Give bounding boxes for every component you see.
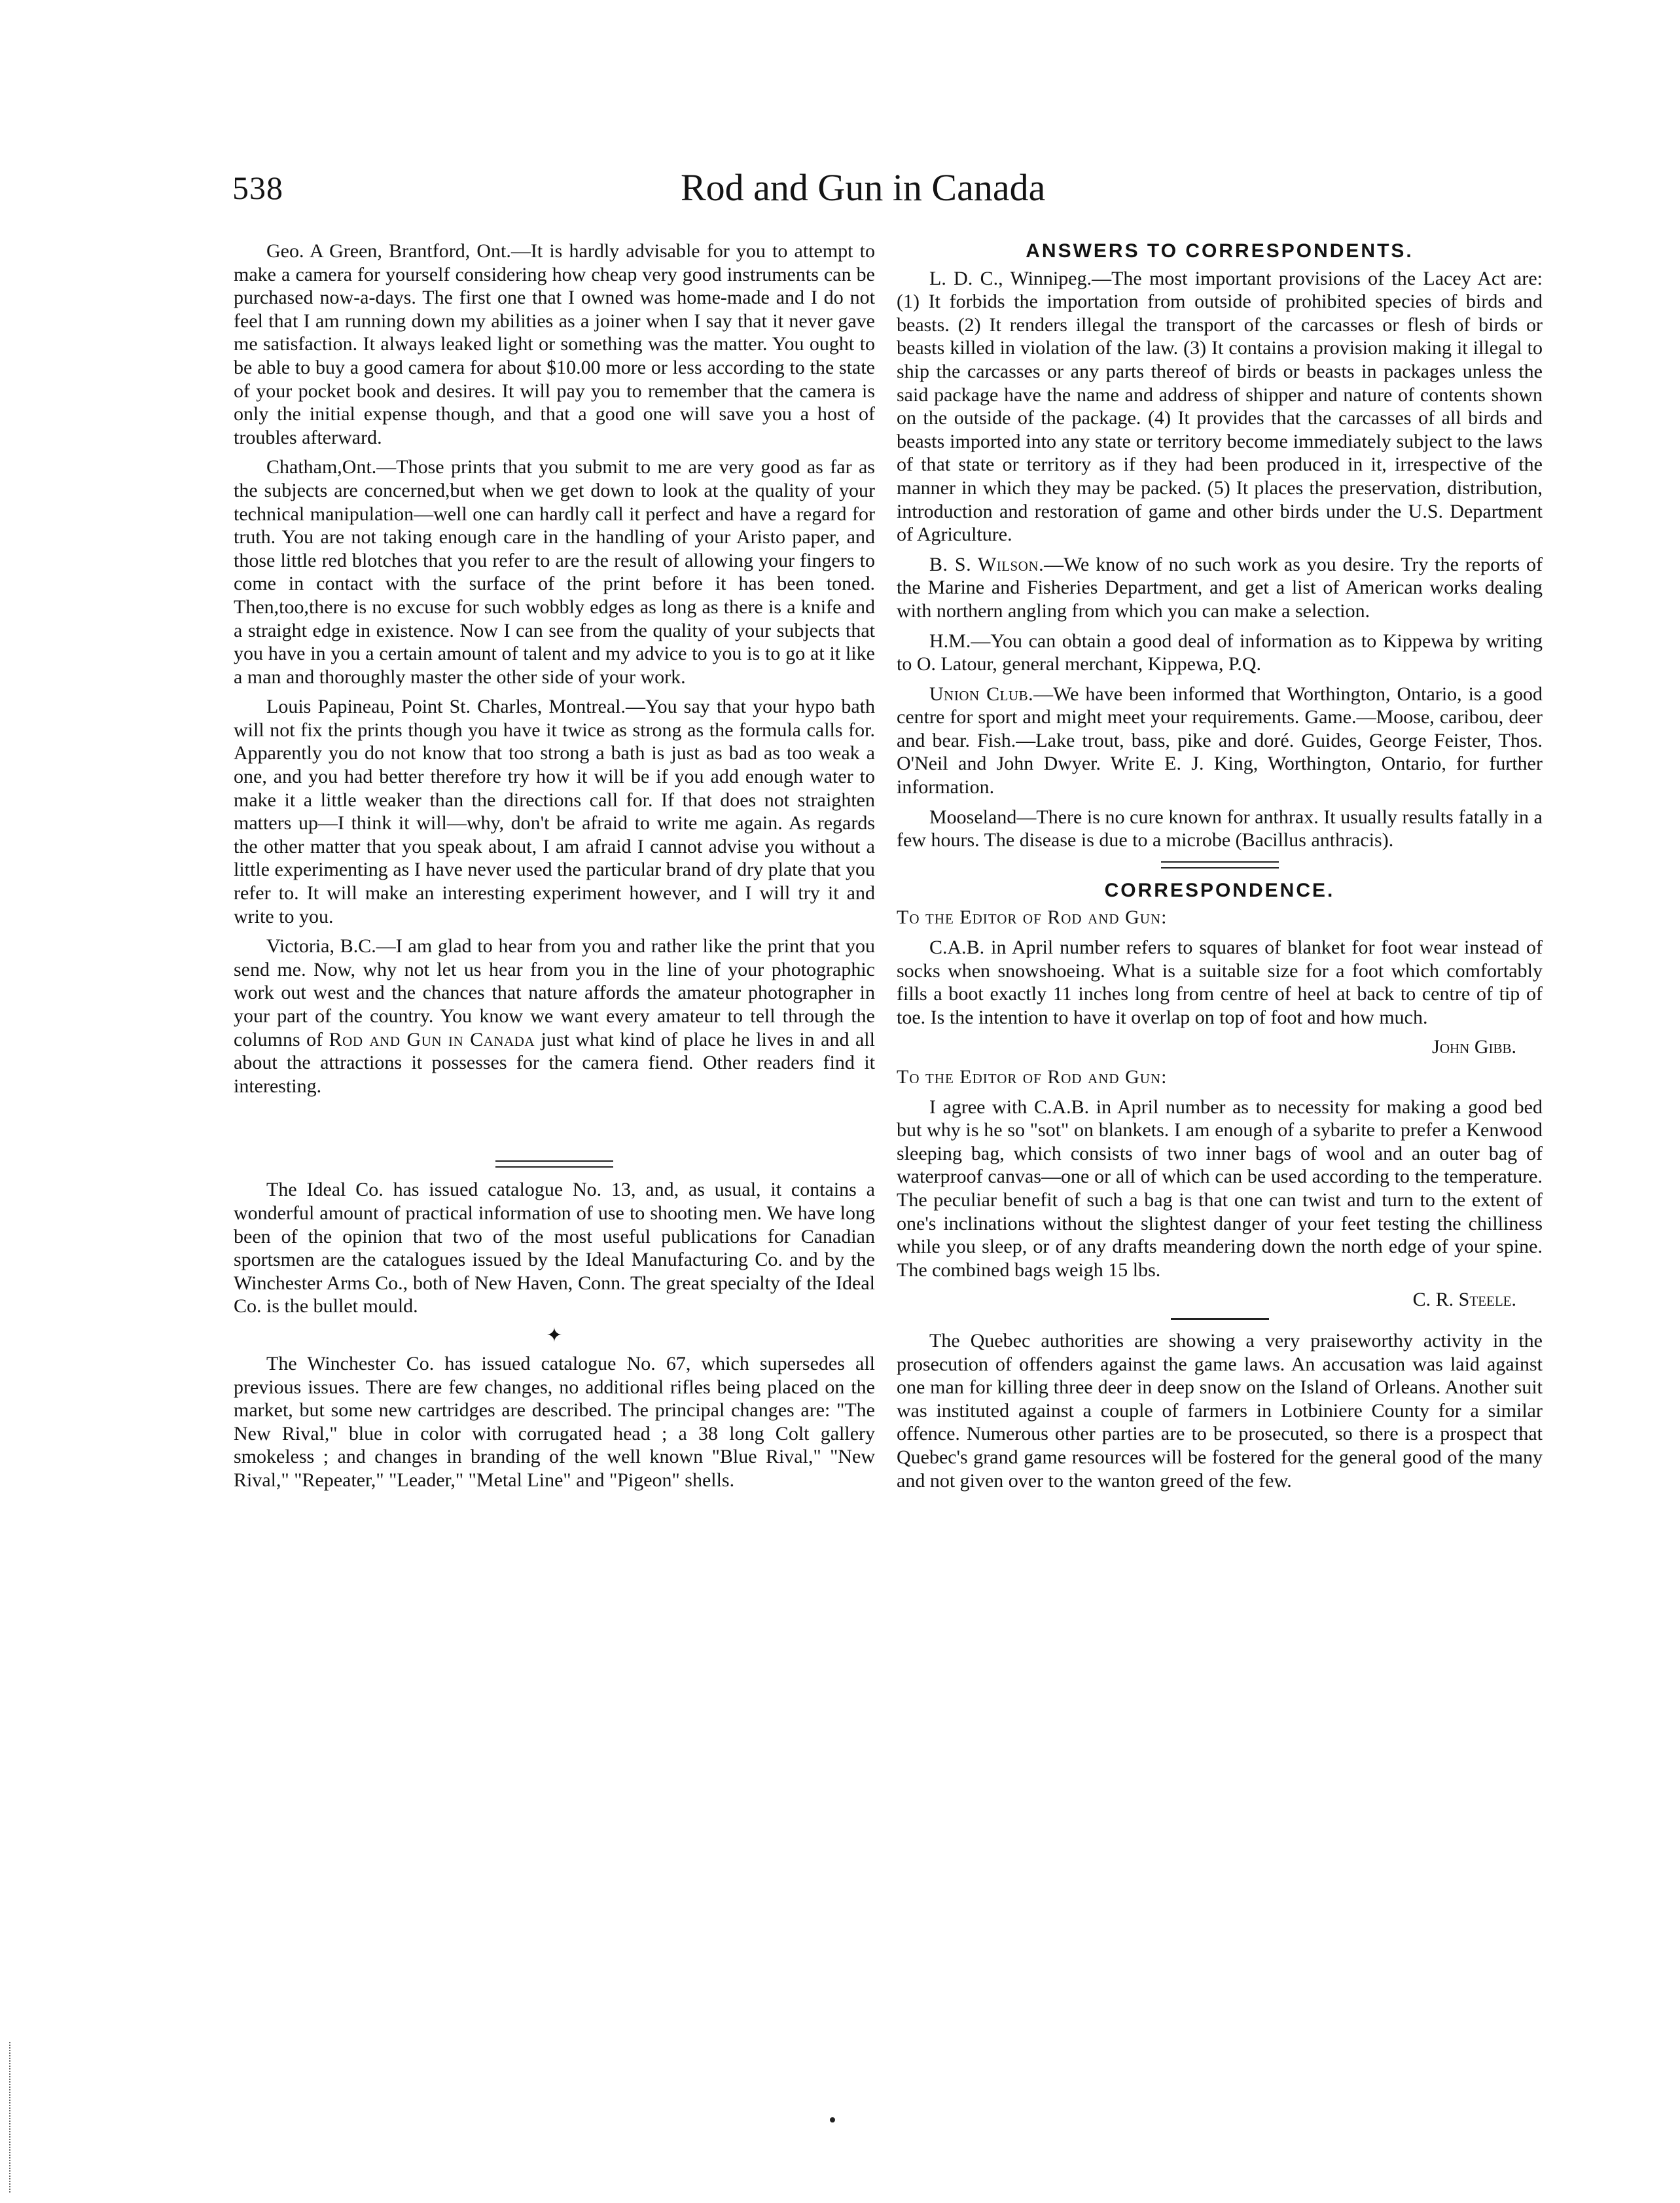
reply-louis-papineau: Louis Papineau, Point St. Charles, Montreal.—You say that your hypo bath will not fix the prints though you have it twice as strong as the formula calls for. Apparently you do not know that too strong a bath is just as bad as too weak a one, and you had better therefore try how it will be if you add enough water to make it a little weaker than the directions call for. If that does not straighten matters up—I think it will—why, don't be afraid to write me again. As regards the other matter that you speak about, I am afraid I cannot advise you without a little experimenting as I have never used the particular brand of dry plate that you refer to. It will make an interesting experiment however, and I will try it and write to you.	[234, 696, 875, 927]
letter-salutation: To the Editor of Rod and Gun:	[897, 906, 1168, 929]
left-column	[234, 240, 875, 1499]
quebec-game-laws-notice: The Quebec authorities are showing a very praiseworthy activity in the prosecution of offenders against the game laws. An accusation was laid against one man for killing three deer in deep snow on the Island of Orleans. Another suit was instituted against a couple of farmers in Lotbiniere County for a similar offence. Numerous other parties are to be prosecuted, so there is a prospect that Quebec's grand game resources will be fostered for the general good of the many and not given over to the wanton greed of the few.	[897, 1329, 1543, 1492]
letter-signature: John Gibb.	[1432, 1036, 1516, 1058]
ornament-divider: ✦	[546, 1324, 563, 1346]
margin-scan-marks	[9, 2042, 14, 2193]
letter-body: I agree with C.A.B. in April number as to necessity for making a good bed but why is he so "sot" on blankets. I am enough of a sybarite to prefer a Kenwood sleeping bag, which consists of two inner bags of wool and an outer bag of waterproof canvas—one or all of which can be used according to the temperature. The peculiar benefit of such a bag is that one can twist and turn to the extent of one's inclinations without the slightest danger of your feet testing the chilliness while you sleep, or of any drafts meandering down the north edge of your spine. The combined bags weigh 15 lbs.	[897, 1096, 1543, 1281]
answer-wilson	[897, 553, 1543, 623]
spacer	[234, 1104, 875, 1151]
reply-victoria-text-1: Victoria, B.C.—I am glad to hear from you and rather like the print that you send me. Now, why not let us hear from you in the line of your photographic work out west and the chances that nature affords the amateur photographer in your part of the country. You know we want every amateur to tell through the columns of	[234, 935, 875, 1050]
winchester-notice: The Winchester Co. has issued catalogue No. 67, which supersedes all previous issues. There are few changes, no additional rifles being placed on the market, but some new cartridges are described. The principal changes are: "The New Rival," blue in color with corrugated head ; a 38 long Colt gallery smokeless ; and changes in branding of the well known "Blue Rival," "New Rival," "Repeater," "Leader," "Metal Line" and "Pigeon" shells.	[234, 1352, 875, 1491]
page-dot	[830, 2117, 835, 2122]
right-column	[897, 240, 1543, 1499]
reply-victoria	[234, 935, 875, 1098]
page-title: Rod and Gun in Canada	[681, 166, 1046, 209]
answer-hm: H.M.—You can obtain a good deal of information as to Kippewa by writing to O. Latour, general merchant, Kippewa, P.Q.	[897, 630, 1543, 675]
reply-geo-green: Geo. A Green, Brantford, Ont.—It is hardly advisable for you to attempt to make a camera for yourself considering how cheap very good instruments can be purchased now-a-days. The first one that I owned was home-made and I do not feel that I am running down my abilities as a joiner when I say that it never gave me satisfaction. It always leaked light or something was the matter. You ought to be able to buy a good camera for about $10.00 more or less according to the state of your pocket book and desires. It will pay you to remember that the camera is only the initial expense though, and that a good one will save you a host of troubles afterward.	[234, 240, 875, 448]
answer-union-club-text: —We have been informed that Worthington, Ontario, is a good centre for sport and might meet your requirements. Game.—Moose, caribou, deer and bear. Fish.—Lake trout, bass, pike and doré. Guides, George Feister, Thos. O'Neil and John Dwyer. Write E. J. King, Worthington, Ontario, for further information.	[897, 683, 1543, 798]
page-number: 538	[232, 170, 283, 206]
answer-wilson-addressee: B. S. Wilson.	[929, 553, 1045, 575]
magazine-name: Rod and Gun in Canada	[329, 1028, 535, 1050]
ideal-co-notice: The Ideal Co. has issued catalogue No. 13, and, as usual, it contains a wonderful amount of practical information of use to shooting men. We have long been of the opinion that two of the most useful publications for Canadian sportsmen are the catalogues issued by the Ideal Manufacturing Co. and by the Winchester Arms Co., both of New Haven, Conn. The great specialty of the Ideal Co. is the bullet mould.	[234, 1179, 875, 1317]
letter-body: C.A.B. in April number refers to squares of blanket for foot wear instead of socks when snowshoeing. What is a suitable size for a foot which comfortably fills a boot exactly 11 inches long from centre of heel at back to centre of tip of toe. Is the intention to have it overlap on top of foot and how much.	[897, 937, 1543, 1028]
answer-union-club-addressee: Union Club.	[929, 683, 1034, 705]
answer-wilson-text: —We know of no such work as you desire. Try the reports of the Marine and Fisheries Department, and get a list of American works dealing with northern angling from which you can make a selection.	[897, 553, 1543, 622]
answer-union-club	[897, 683, 1543, 799]
answer-lacey-act-text: Winnipeg.—The most important provisions of the Lacey Act are: (1) It forbids the importation from outside of prohibited species of birds and beasts. (2) It renders illegal the transport of the carcasses or flesh of birds or beasts killed in violation of the law. (3) It contains a provision making it illegal to ship the carcasses or any parts thereof of birds or beasts in packages unless the said package have the name and address of shipper and nature of contents shown on the outside of the package. (4) It provides that the carcasses of all birds and beasts imported into any state or territory become immediately subject to the laws of that state or territory as if they had been produced in it, irrespective of the manner in which they may be packed. (5) It places the preservation, distribution, introduction and restoration of game and other birds under the U.S. Department of Agriculture.	[897, 267, 1543, 546]
answer-lacey-act	[897, 267, 1543, 546]
reply-victoria-text-2: just what kind of place he lives in and all about the attractions it possesses for the camera fiend. Other readers find it interesting.	[234, 1028, 875, 1097]
letter-salutation: To the Editor of Rod and Gun:	[897, 1066, 1168, 1088]
letter-signature: C. R. Steele.	[1412, 1289, 1516, 1311]
section-divider	[495, 1160, 613, 1168]
section-divider	[1171, 1318, 1269, 1320]
answer-lacey-act-addressee: L. D. C.,	[929, 267, 1003, 289]
section-divider	[1161, 861, 1279, 869]
answer-mooseland: Mooseland—There is no cure known for anthrax. It usually results fatally in a few hours. The disease is due to a microbe (Bacillus anthracis).	[897, 806, 1543, 851]
reply-chatham: Chatham,Ont.—Those prints that you submit to me are very good as far as the subjects are concerned,but when we get down to look at the quality of your technical manipulation—well one can hardly call it perfect and have a regard for truth. You are not taking enough care in the handling of your Aristo paper, and those little red blotches that you refer to are the result of allowing your fingers to come in contact with the surface of the print before it has been toned. Then,too,there is no excuse for such wobbly edges as long as there is a knife and a straight edge in existence. Now I can see from the quality of your subjects that you have in you a certain amount of talent and my advice to you is to go at it like a man and thoroughly master the other side of your work.	[234, 456, 875, 688]
correspondence-heading: CORRESPONDENCE.	[1104, 879, 1335, 901]
answers-heading: ANSWERS TO CORRESPONDENTS.	[1026, 240, 1414, 262]
